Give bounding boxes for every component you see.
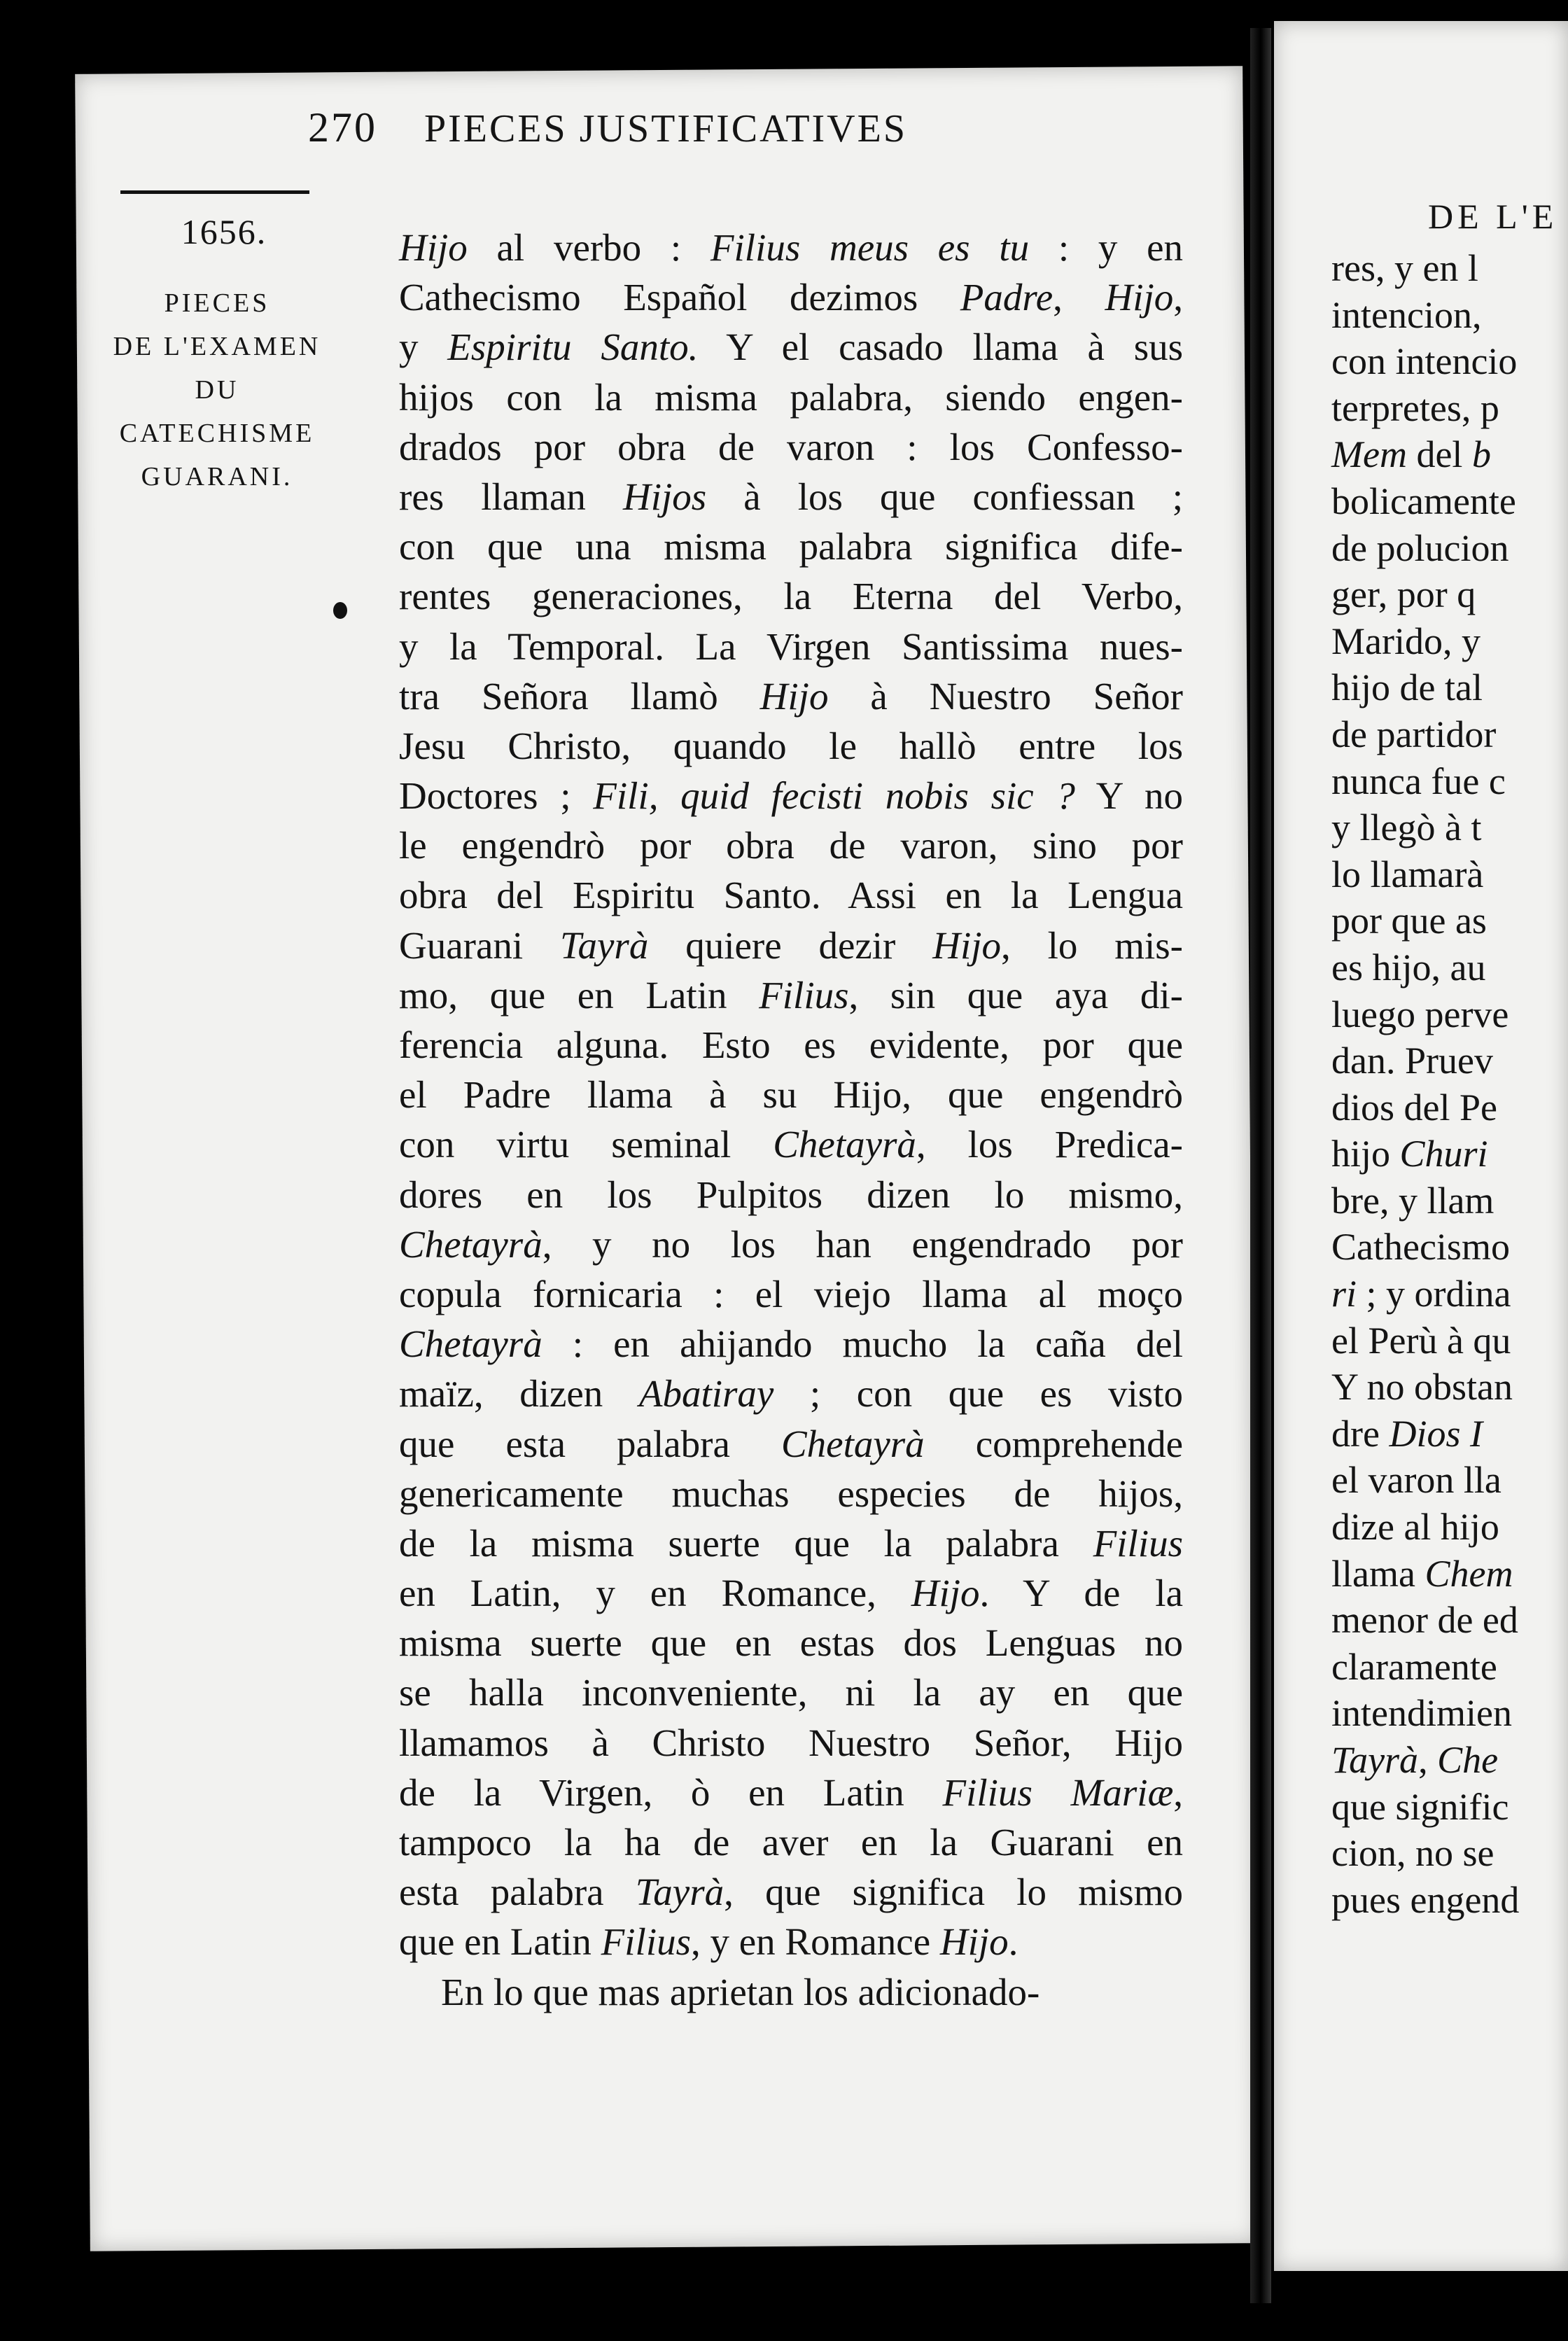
text-line: drados por obra de varon : los Confesso- (399, 425, 1183, 468)
right-text-line: luego perve (1331, 993, 1509, 1035)
right-text-line: claramente (1331, 1645, 1497, 1688)
margin-note (112, 210, 322, 498)
right-text-line: Mem del b (1331, 433, 1491, 476)
margin-rule (120, 190, 309, 194)
text-line: tampoco la ha de aver en la Guarani en (399, 1821, 1183, 1864)
right-text-line: de partidor (1331, 713, 1497, 755)
margin-note-line: DU (195, 375, 239, 405)
right-text-line: hijo de tal (1331, 666, 1483, 709)
margin-year: 1656. (181, 212, 267, 251)
right-text-line: dre Dios I (1331, 1412, 1483, 1455)
right-text-line: dize al hijo (1331, 1506, 1499, 1549)
text-line: obra del Espiritu Santo. Assi en la Lengua (399, 874, 1183, 917)
text-line: el Padre llama à su Hijo, que engendrò (399, 1073, 1183, 1117)
text-line: hijos con la misma palabra, siendo engen- (399, 375, 1183, 419)
text-line: res llaman Hijos à los que confiessan ; (399, 475, 1183, 518)
text-line: en Latin, y en Romance, Hijo. Y de la (399, 1572, 1183, 1615)
text-line: Cathecismo Español dezimos Padre, Hijo, (399, 276, 1183, 319)
right-text-line: Tayrà, Che (1331, 1739, 1499, 1781)
right-text-line: Cathecismo (1331, 1226, 1510, 1269)
right-text-line: es hijo, au (1331, 946, 1486, 988)
book-gutter (1250, 28, 1271, 2303)
text-line: maïz, dizen Abatiray ; con que es visto (399, 1372, 1183, 1416)
text-line: de la Virgen, ò en Latin Filius Mariæ, (399, 1770, 1183, 1814)
margin-note-line: PIECES (164, 288, 270, 318)
text-line: y Espiritu Santo. Y el casado llama à sus (399, 326, 1183, 369)
running-title: PIECES JUSTIFICATIVES (424, 107, 907, 151)
right-text-line: nunca fue c (1331, 760, 1506, 802)
right-text-line: dios del Pe (1331, 1086, 1497, 1128)
text-line: que esta palabra Chetayrà comprehende (399, 1422, 1183, 1465)
ink-blot (333, 602, 347, 619)
right-text-line: Y no obstan (1331, 1366, 1513, 1409)
body-text (399, 223, 1183, 2017)
right-text-line: ri ; y ordina (1331, 1273, 1511, 1315)
right-text-line: el Perù à qu (1331, 1319, 1511, 1362)
text-line: dores en los Pulpitos dizen lo mismo, (399, 1173, 1183, 1216)
right-text-line: hijo Churi (1331, 1133, 1488, 1175)
right-text-line: Marido, y (1331, 620, 1480, 662)
page-number: 270 (308, 104, 377, 151)
right-text-line: bolicamente (1331, 480, 1516, 522)
margin-note-line: DE L'EXAMEN (113, 332, 321, 361)
text-line: mo, que en Latin Filius, sin que aya di- (399, 973, 1183, 1016)
text-line: Doctores ; Fili, quid fecisti nobis sic ? Y no (399, 774, 1184, 818)
right-text-line: que signific (1331, 1785, 1509, 1828)
text-line: llamamos à Christo Nuestro Señor, Hijo (399, 1721, 1183, 1764)
right-text-line: lo llamarà (1331, 853, 1484, 895)
right-text-line: bre, y llam (1331, 1179, 1494, 1222)
right-text-line: el varon lla (1331, 1459, 1502, 1502)
text-line: Chetayrà, y no los han engendrado por (399, 1222, 1183, 1266)
text-line: se halla inconveniente, ni la ay en que (399, 1671, 1183, 1714)
running-head (308, 104, 1120, 174)
text-line: misma suerte que en estas dos Lenguas no (399, 1621, 1183, 1665)
right-running-title: DE L'E (1428, 197, 1558, 236)
right-text-line: pues engend (1331, 1878, 1520, 1921)
right-text-line: menor de ed (1331, 1599, 1518, 1642)
margin-note-line: GUARANI. (141, 462, 293, 491)
right-text-line: de polucion (1331, 526, 1509, 569)
text-line: Hijo al verbo : Filius meus es tu : y en (399, 226, 1183, 269)
text-line: tra Señora llamò Hijo à Nuestro Señor (399, 674, 1183, 718)
right-text-line: cion, no se (1331, 1832, 1494, 1875)
text-line: que en Latin Filius, y en Romance Hijo. (399, 1920, 1018, 1964)
text-line: con que una misma palabra significa dife- (399, 525, 1183, 568)
text-line: le engendrò por obra de varon, sino por (399, 824, 1183, 867)
right-text-line: intencion, (1331, 293, 1482, 336)
text-line: ferencia alguna. Esto es evidente, por que (399, 1023, 1183, 1066)
right-body-text (1331, 245, 1541, 1923)
right-text-line: terpretes, p (1331, 386, 1499, 429)
right-text-line: por que as (1331, 900, 1487, 942)
text-line: de la misma suerte que la palabra Filius (399, 1521, 1183, 1565)
text-line: Chetayrà : en ahijando mucho la caña del (399, 1322, 1183, 1366)
text-line: esta palabra Tayrà, que significa lo mismo (399, 1871, 1183, 1914)
right-text-line: intendimien (1331, 1692, 1512, 1735)
right-text-line: llama Chem (1331, 1552, 1513, 1595)
text-line: copula fornicaria : el viejo llama al moço (399, 1272, 1183, 1315)
text-line: rentes generaciones, la Eterna del Verbo, (399, 575, 1183, 618)
text-line: con virtu seminal Chetayrà, los Predica- (399, 1123, 1183, 1166)
right-text-line: ger, por q (1331, 573, 1476, 616)
text-line: En lo que mas aprietan los adicionado- (441, 1970, 1040, 2013)
margin-note-line: CATECHISME (119, 419, 315, 448)
right-text-line: res, y en l (1331, 247, 1478, 289)
text-line: genericamente muchas especies de hijos, (399, 1472, 1183, 1515)
right-text-line: dan. Pruev (1331, 1040, 1493, 1082)
text-line: Jesu Christo, quando le hallò entre los (399, 724, 1183, 767)
text-line: y la Temporal. La Virgen Santissima nues- (399, 624, 1183, 668)
right-text-line: con intencio (1331, 340, 1518, 383)
text-line: Guarani Tayrà quiere dezir Hijo, lo mis- (399, 923, 1183, 967)
right-text-line: y llegò à t (1331, 806, 1482, 849)
